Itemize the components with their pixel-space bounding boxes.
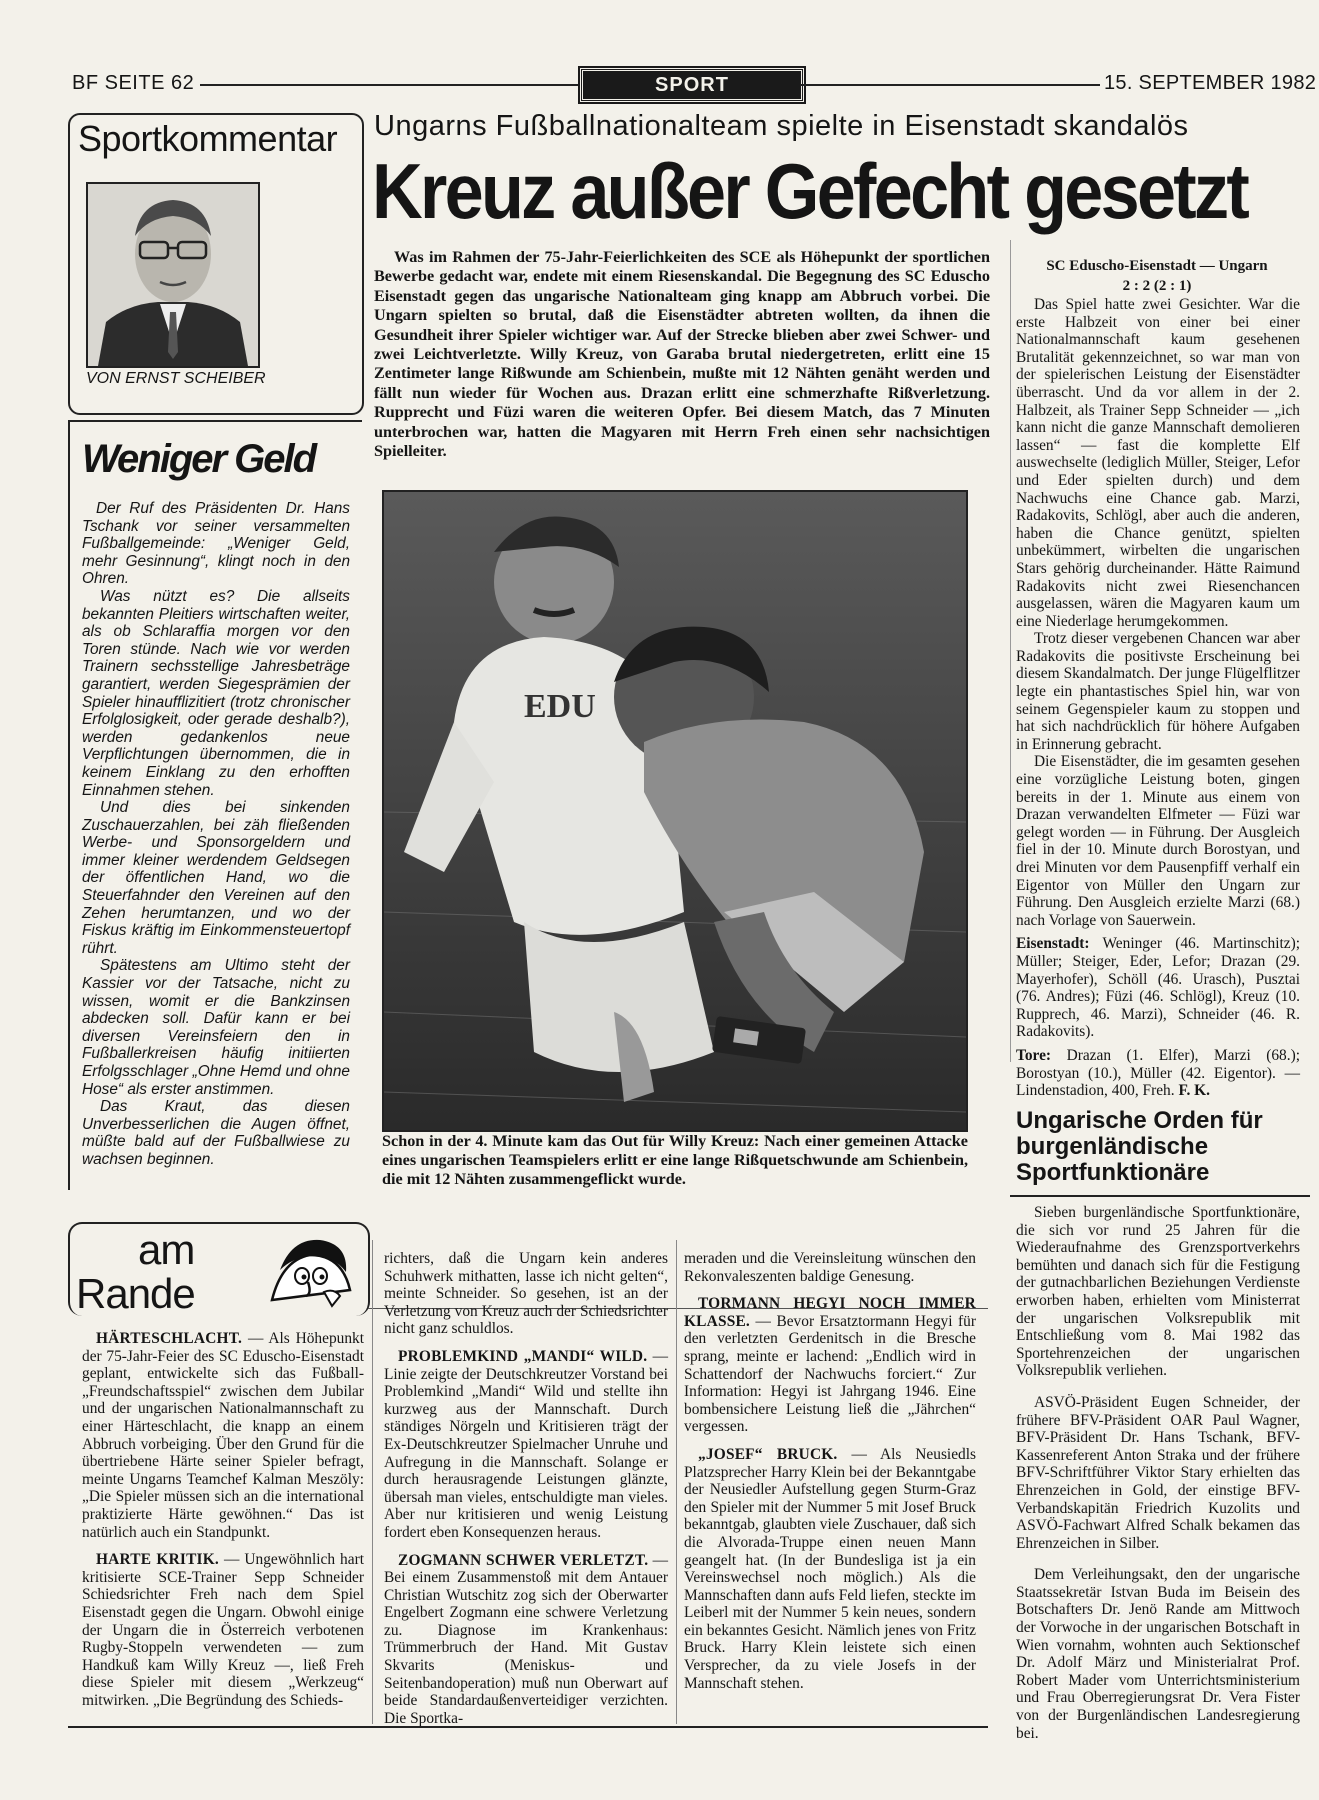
article-kicker: Ungarns Fußballnationalteam spielte in Eisenstadt skandalös — [374, 110, 1189, 142]
rande-item — [82, 1330, 364, 1541]
match-header — [1018, 256, 1296, 296]
commentary-paragraph: Spätestens am Ultimo steht der Kassier vor der Tatsache, nicht zu wissen, womit er die Bankzinsen abdecken soll. Dafür kann er bei diversen Vereinsfeiern den in Fußballerkreisen häufig initiierten Erfolgsschlager „Ohne Hemd und ohne Hose“ als erster anstimmen. — [82, 957, 350, 1098]
article-headline: Kreuz außer Gefecht gesetzt — [372, 147, 1248, 235]
goals — [1016, 1047, 1300, 1100]
column-divider — [1010, 240, 1011, 1062]
orden-paragraph: Sieben burgenländische Sportfunktionäre, die sich vor rund 25 Jahren für die Wiederaufnahme des Grenzsportverkehrs bemühten und danach sich für die Festigung der gutnachbarlichen Beziehungen Verdienste erworben haben, erhielten vom Ministerrat der ungarischen Volksrepublik mit Entschließung vom 8. Mai 1982 das Sportehrenzeichen der ungarischen Volksrepublik verliehen. — [1016, 1204, 1300, 1380]
match-report — [1016, 296, 1300, 1100]
commentary-headline: Weniger Geld — [82, 437, 316, 481]
lineup-label: Eisenstadt: — [1016, 935, 1090, 953]
match-title: SC Eduscho-Eisenstadt — Ungarn — [1046, 258, 1268, 274]
commentary-body — [82, 500, 350, 1169]
column-divider — [676, 1240, 677, 1724]
rande-column-3 — [684, 1250, 976, 1702]
header-rule-left — [200, 84, 580, 86]
rande-item-head: „JOSEF“ BRUCK. — [698, 1445, 838, 1463]
goals-label: Tore: — [1016, 1046, 1052, 1064]
rande-item — [384, 1552, 668, 1728]
rande-item — [384, 1348, 668, 1542]
rande-title-am: am — [138, 1226, 195, 1273]
article-lead: Was im Rahmen der 75-Jahr-Feierlichkeiten des SCE als Höhepunkt der sportlichen Bewerbe gedacht war, endete mit einem Riesenskandal. Die Begegnung des SC Eduscho Eisenstadt gegen das ungarische Nationalteam ging knapp am Abbruch vorbei. Die Ungarn spielten so brutal, daß die Eisenstädter abtreten wollten, da ihnen die Gesundheit ihrer Spieler wichtiger war. Auf der Strecke blieben aber zwei Schwer- und zwei Leichtverletzte. Willy Kreuz, von Garaba brutal niedergetreten, erlitt eine 15 Zentimeter lange Rißwunde am Schienbein, mußte mit 12 Nähten genäht werden und fällt nun wieder für Wochen aus. Drazan erlitt eine schmerzhafte Rißverletzung. Rupprecht und Füzi waren die weiteren Opfer. Bei diesem Match, das 7 Minuten unterbrochen war, hatten die Magyaren mit Herrn Freh einen sehr nachsichtigen Spielleiter. — [374, 248, 990, 461]
report-paragraph: Die Eisenstädter, die im gesamten gesehen eine vorzügliche Leistung boten, gingen bereits in der 1. Minute aus einem von Drazan verwandelten Elfmeter — Füzi war gelegt worden — in Führung. Der Ausgleich fiel in der 10. Minute durch Borostyan, und drei Minuten vor dem Pausenpfiff verhalf ein Eigentor von Müller den Ungarn zur Führung. Den Ausgleich erzielte Marzi (68.) nach Vorlage von Sauerwein. — [1016, 753, 1300, 929]
commentary-paragraph: Und dies bei sinkenden Zuschauerzahlen, bei zäh fließenden Werbe- und Sponsorgeldern und immer kleiner werdendem Geldsegen der öffentlichen Hand, wo die Steuerfahnder den Vereinen auf den Zehen herumtanzen, und wo der Fiskus kräftig im Einkommensteuertopf rührt. — [82, 799, 350, 957]
issue-date: 15. SEPTEMBER 1982 — [1104, 72, 1317, 94]
photo-caption: Schon in der 4. Minute kam das Out für Willy Kreuz: Nach einer gemeinen Attacke eines ungarischen Teamspielers erlitt er eine lange Rißquetschwunde am Schienbein, die mit 12 Nähten zusammengeflickt wurde. — [382, 1132, 968, 1188]
rande-title-rande: Rande — [76, 1270, 195, 1317]
column-divider — [372, 1240, 373, 1724]
lineup-text: Weninger (46. Martinschitz); Müller; Steiger, Eder, Lefor; Drazan (29. Mayerhofer), Schöll (46. Urasch), Pusztai (76. Andres); Füzi (46. Schlögl), Kreuz (10. Rupprech, 46. Marzi), Schneider (46. R. Radakovits). — [1016, 935, 1300, 1041]
commentary-paragraph: Der Ruf des Präsidenten Dr. Hans Tschank vor seiner versammelten Fußballgemeinde: „Weniger Geld, mehr Gesinnung“, klingt noch in den Ohren. — [82, 500, 350, 588]
rande-item — [684, 1295, 976, 1436]
author-initials: F. K. — [1178, 1082, 1210, 1100]
report-paragraph: Das Spiel hatte zwei Gesichter. War die erste Halbzeit von einer bei einer Nationalmannschaft kaum gesehenen Brutalität gekennzeichnet, so war man von der spielerischen Leistung der Eisenstädter überrascht. Und da vor allem in der 2. Halbzeit, als Trainer Sepp Schneider — „ich kann nicht die ganze Mannschaft demolieren lassen“ — fast die komplette Elf auswechselte (lediglich Müller, Steiger, Lefor und Eder spielten durch) und dem Nachwuchs eine Chance gab. Marzi, Radakovits, Schlögl, aber auch die anderen, haben die Chance genützt, spielten unbekümmert, wirbelten die ungarischen Stars gehörig durcheinander. Hätte Raimund Radakovits nicht zwei Riesenchancen ausgelassen, wären die Magyaren kaum um eine Niederlage herumgekommen. — [1016, 296, 1300, 630]
shirt-lettering: EDU — [524, 688, 596, 725]
rande-column-1 — [82, 1330, 364, 1719]
orden-rule — [1010, 1195, 1310, 1197]
rande-item-head: PROBLEMKIND „MANDI“ WILD. — [398, 1347, 648, 1365]
rande-item-text: — Linie zeigte der Deutschkreutzer Vorstand bei Problemkind „Mandi“ Wild und stellte ihn kurzweg aus der Mannschaft. Durch ständiges Nörgeln und Kritisieren trägt der Ex-Deutschkreutzer Spielmacher Unruhe und Aufregung in die Mannschaft. Solange er durch herausragende Leistungen glänzte, übersah man vieles, entschuldigte man vieles. Aber nur kritisieren und wenig Leistung fordert eben Konsequenzen heraus. — [384, 1347, 668, 1541]
lineup — [1016, 935, 1300, 1041]
goals-text: Drazan (1. Elfer), Marzi (68.); Borostyan (10.), Müller (42. Eigentor). — Lindenstadion, 400, Freh. — [1016, 1046, 1301, 1100]
orden-paragraph: Dem Verleihungsakt, den der ungarische Staatssekretär Istvan Buda im Beisein des Botschafters Dr. Jenö Rande am Mittwoch der Vorwoche in der ungarischen Botschaft in Wien vornahm, wohnten auch Sektionschef Dr. Adolf März und Ministerialrat Prof. Robert Mader vom Unterrichtsministerium und Frau Oberregierungsrat Dr. Vera Fister von der Burgenländischen Landesregierung bei. — [1016, 1566, 1300, 1742]
kommentar-title: Sportkommentar — [78, 118, 338, 159]
match-photo — [382, 490, 968, 1132]
section-label: SPORT — [580, 68, 804, 102]
rande-column-2 — [384, 1250, 668, 1737]
orden-headline: Ungarische Orden für burgenländische Sportfunktionäre — [1016, 1107, 1263, 1186]
orden-article — [1016, 1204, 1300, 1756]
cartoon-icon — [262, 1230, 358, 1310]
rande-item-head: HÄRTESCHLACHT. — [96, 1330, 243, 1347]
rande-item-text: — Als Neusiedls Platzsprecher Harry Klein bei der Bekanntgabe der Neusiedler Aufstellung gegen Sturm-Graz den Spieler mit der Nummer 5 mit Josef Bruck bekanntgab, glaubten viele Zuschauer, daß sich die Alvorada-Truppe einen neuen Mann geangelt hat. (In der Bundesliga ist ja ein Vereinswechsel noch möglich.) Als die Mannschaften dann aufs Feld liefen, steckte im Leiberl mit der Nummer 5 kein neues, sondern ein bekanntes Gesicht. Nämlich jenes von Fritz Bruck. Harry Klein leistete sich einen Versprecher, da zu viele Josefs in der Mannschaft stehen. — [684, 1445, 976, 1692]
rande-item-text: — Ungewöhnlich hart kritisierte SCE-Trainer Sepp Schneider Schiedsrichter Freh nach dem Spiel Eisenstadt gegen die Ungarn. Obwohl einige der Ungarn die in Österreich verbotenen Rugby-Stoppeln verwendeten — zum Handkuß kam Willy Kreuz —, ließ Freh diese Spieler mit diesem „Werkzeug“ mitwirken. „Die Begründung des Schieds- — [82, 1551, 364, 1709]
rande-item — [684, 1446, 976, 1692]
rande-item-text: — Als Höhepunkt der 75-Jahr-Feier des SC Eduscho-Eisenstadt geplant, entwickelte sich das Fußball-„Freundschaftsspiel“ zwischen dem Jubilar und der ungarischen Nationalmannschaft zu einer Härteschlacht, die knapp an einem Abbruch vorbeiging. Über den Grund für die übertriebene Härte seiner Spieler befragt, meinte Ungarns Teamchef Kalman Meszöly: „Die Spieler müssen sich an die international praktizierte Härte gewöhnen.“ Das ist natürlich auch ein Standpunkt. — [82, 1330, 364, 1541]
rande-continuation: richters, daß die Ungarn kein anderes Schuhwerk mithatten, lasse ich nicht gelten“, meinte Schneider. So gesehen, ist an der Verletzung von Kreuz auch der Schiedsrichter nicht ganz schuldlos. — [384, 1250, 668, 1338]
match-score: 2 : 2 (2 : 1) — [1122, 278, 1192, 294]
rande-item-head: TORMANN HEGYI NOCH IMMER KLASSE. — [684, 1295, 976, 1330]
rande-item — [82, 1551, 364, 1709]
author-portrait — [86, 182, 260, 368]
orden-paragraph: ASVÖ-Präsident Eugen Schneider, der frühere BFV-Präsident OAR Paul Wagner, BFV-Präsident Dr. Hans Tschank, BFV-Kassenreferent Anton Straka und der frühere BFV-Schriftführer Viktor Stary erhielten das Ehrenzeichen in Gold, der einstige BFV-Verbandskapitän Friedrich Kuzolits und ASVÖ-Fachwart Alfred Schalk bekamen das Ehrenzeichen in Silber. — [1016, 1393, 1300, 1552]
rande-item-text: — Bei einem Zusammenstoß mit dem Antauer Christian Wutschitz zog sich der Oberwarter Engelbert Zogmann eine schwere Verletzung zu. Diagnose im Krankenhaus: Trümmerbruch der Hand. Mit Gustav Skvarits (Meniskus- und Seitenbandoperation) muß nun Oberwart auf beide Standardaußenverteidiger verzichten. Die Sportka- — [384, 1551, 668, 1727]
header-rule-right — [800, 84, 1100, 86]
rande-bottom-rule — [68, 1726, 988, 1728]
commentary-paragraph: Was nützt es? Die allseits bekannten Pleitiers wirtschaften weiter, als ob Schlaraffia morgen vor den Toren stünde. Nach wie vor werden Trainern sechsstellige Jahresbeträge garantiert, werden Siegesprämien der Spieler hinaufflizitiert (trotz chronischer Erfolglosigkeit, oder gerade deshalb?), werden gedankenlos neue Verpflichtungen übernommen, die in keinem Einklang zu den erhofften Einnahmen stehen. — [82, 587, 350, 799]
report-paragraph: Trotz dieser vergebenen Chancen war aber Radakovits die positivste Erscheinung bei diesem Skandalmatch. Der junge Flügelflitzer legte ein phantastisches Spiel hin, war von seinem Gegenspieler kaum zu stoppen und hat sich nachdrücklich für höhere Aufgaben in Erinnerung gebracht. — [1016, 630, 1300, 753]
page-number: BF SEITE 62 — [72, 72, 195, 94]
rande-continuation: meraden und die Vereinsleitung wünschen den Rekonvaleszenten baldige Genesung. — [684, 1250, 976, 1285]
rande-item-head: ZOGMANN SCHWER VERLETZT. — [398, 1551, 649, 1569]
commentary-paragraph: Das Kraut, das diesen Unverbesserlichen die Augen öffnet, müßte bald auf der Fußballwiese zu wachsen beginnen. — [82, 1098, 350, 1168]
rande-item-head: HARTE KRITIK. — [96, 1551, 219, 1569]
rande-item-text: — Bevor Ersatztormann Hegyi für den verletzten Gerdenitsch in die Bresche sprang, meinte er lachend: „Endlich wird in Schattendorf der Nachwuchs forciert.“ Zur Information: Hegyi ist Jahrgang 1946. Eine bombensichere Leistung ließ die „Jährchen“ vergessen. — [684, 1312, 976, 1436]
byline: VON ERNST SCHEIBER — [86, 370, 266, 387]
